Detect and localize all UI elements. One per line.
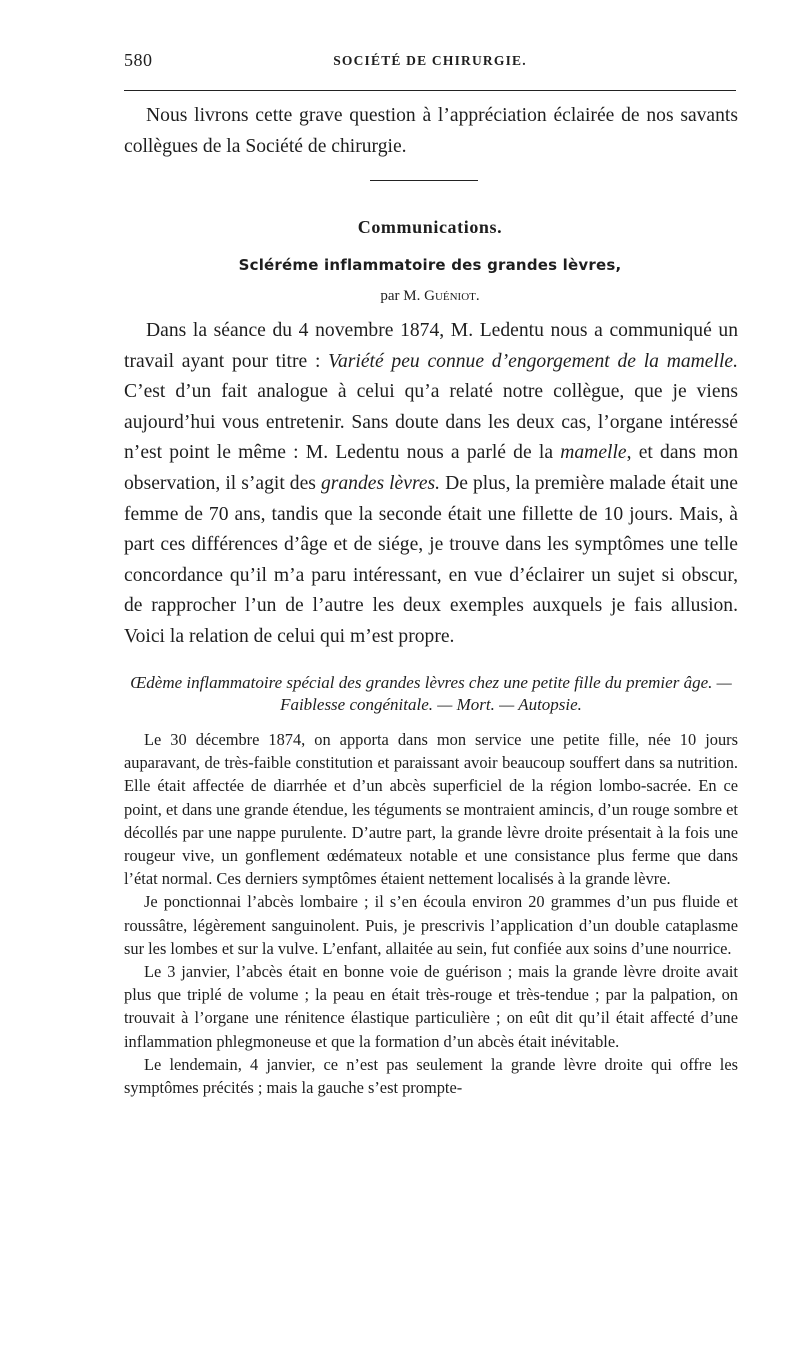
article-title: Scléréme inflammatoire des grandes lèvres, bbox=[238, 256, 622, 274]
section-heading: Communications. bbox=[357, 217, 503, 237]
intro-paragraph bbox=[124, 316, 738, 653]
byline bbox=[124, 288, 736, 305]
observation-paragraph: Le lendemain, 4 janvier, ce n’est pas seulement la grande lèvre droite qui offre les symptômes précités ; mais la gauche s’est prompte- bbox=[124, 1054, 738, 1098]
intro-text-1: Dans la séance du 4 novembre 1874, M. Ledentu nous a communiqué un travail ayant pour titre : bbox=[124, 320, 738, 372]
intro-text-4: De plus, la première malade était une femme de 70 ans, tandis que la seconde était une fillette de 10 jours. Mais, à part ces différences d’âge et de siége, je trouve dans les symptômes une telle concordance qu’il m’a paru intéressant, en vue d’éclairer un sujet si obscur, de rapprocher l’un de l’autre les deux exemples auxquels je fais allusion. Voici la relation de celui qui m’est propre. bbox=[124, 472, 738, 647]
running-head bbox=[124, 50, 736, 74]
intro-text-3: , et dans mon observation, il s’agit des bbox=[124, 442, 738, 494]
byline-prefix: par M. bbox=[380, 288, 421, 304]
section-divider bbox=[370, 180, 478, 181]
intro-paragraph-text bbox=[124, 316, 738, 653]
page-number: 580 bbox=[124, 50, 153, 70]
lead-paragraph-text: Nous livrons cette grave question à l’appréciation éclairée de nos savants collègues de la Société de chirurgie. bbox=[124, 105, 738, 157]
lead-paragraph bbox=[124, 101, 738, 162]
observation-body bbox=[124, 728, 738, 1099]
byline-author: Guéniot. bbox=[424, 288, 480, 304]
running-title: SOCIÉTÉ DE CHIRURGIE. bbox=[333, 53, 527, 68]
intro-italic-grandes-levres: grandes lèvres. bbox=[320, 472, 441, 494]
observation-paragraph: Le 3 janvier, l’abcès était en bonne voie de guérison ; mais la grande lèvre droite avait plus que triplé de volume ; la peau en était très-rouge et très-tendue ; par la palpation, on trouvait à l’organe une rénitence élastique particulière ; on eût dit qu’il était affecté d’une inflammation phlegmoneuse et que la formation d’un abcès était inévitable. bbox=[124, 962, 738, 1051]
intro-italic-mamelle: mamelle bbox=[560, 442, 627, 464]
observation-paragraph: Le 30 décembre 1874, on apporta dans mon service une petite fille, née 10 jours auparavant, de très-faible constitution et paraissant avoir beaucoup souffert dans sa nutrition. Elle était affectée de diarrhée et d’un abcès superficiel de la région lombo-sacrée. En ce point, et dans une grande étendue, les téguments se montraient amincis, d’un rouge sombre et décollés par une nappe purulente. D’autre part, la grande lèvre droite présentait à la fois une rougeur vive, un gonflement œdémateux notable et une consistance plus ferme que dans l’état normal. Ces derniers symptômes étaient nettement localisés à la grande lèvre. bbox=[124, 730, 738, 889]
header-rule bbox=[124, 90, 736, 91]
observation-paragraph: Je ponctionnai l’abcès lombaire ; il s’en écoula environ 20 grammes d’un pus fluide et roussâtre, légèrement sanguinolent. Puis, je prescrivis l’application d’un double cataplasme sur les lombes et sur la vulve. L’enfant, allaitée au sein, fut confiée aux soins d’une nourrice. bbox=[124, 892, 738, 958]
intro-text-2: C’est d’un fait analogue à celui qu’a relaté notre collègue, que je viens aujourd’hui vous entretenir. Sans doute dans les deux cas, l’organe intéressé n’est point le même : M. Ledentu nous a parlé de la bbox=[124, 381, 738, 464]
observation-title: Œdème inflammatoire spécial des grandes lèvres chez une petite fille du premier âge. — Faiblesse congénitale. — Mort. — Autopsie. bbox=[130, 673, 732, 714]
intro-italic-title: Variété peu connue d’engorgement de la mamelle. bbox=[328, 350, 738, 372]
